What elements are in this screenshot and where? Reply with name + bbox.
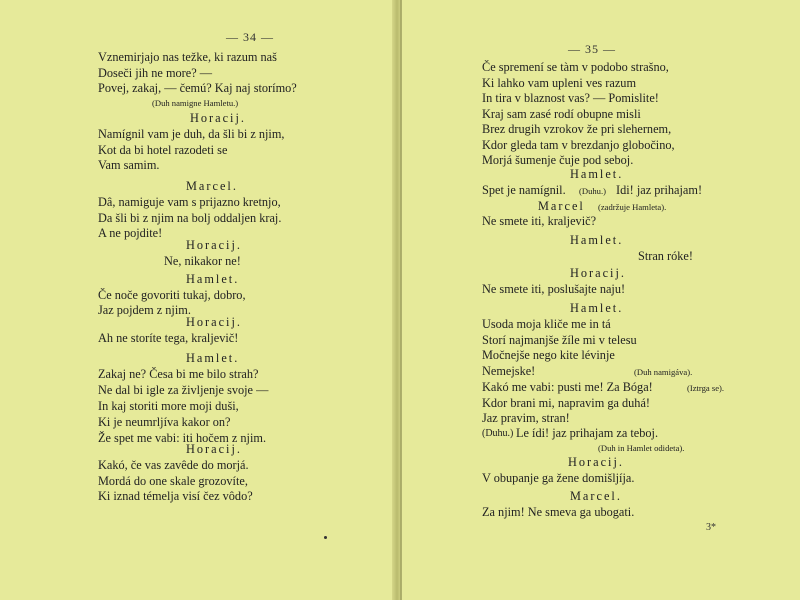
speaker-name: Hamlet. <box>186 272 240 286</box>
verse-line: Ah ne storíte tega, kraljevič! <box>98 331 239 345</box>
verse-line: Dâ, namiguje vam s prijazno kretnjo, <box>98 195 281 209</box>
verse-line: A ne pojdite! <box>98 226 163 240</box>
verse-line: Povej, zakaj, — čemú? Kaj naj storímo? <box>98 81 297 95</box>
page-number-left: — 34 — <box>226 30 274 44</box>
verse-line: In kaj storiti more moji duši, <box>98 399 239 413</box>
verse-line: Doseči jih ne more? — <box>98 66 213 80</box>
verse-line: Kdor gleda tam v brezdanjo globočino, <box>482 138 675 152</box>
speaker-name: Marcel <box>538 199 585 213</box>
verse-line: Ki je neumrljíva kakor on? <box>98 415 231 429</box>
verse-line: Nemejske! <box>482 364 536 378</box>
stage-direction: (Duh namigne Hamletu.) <box>152 98 239 108</box>
speaker-name: Horacij. <box>190 111 246 125</box>
verse-line: Ne smete iti, kraljevič? <box>482 214 597 228</box>
verse-line: Vznemirjajo nas težke, ki razum naš <box>98 50 277 64</box>
verse-line: In tira v blaznost vas? — Pomislite! <box>482 91 659 105</box>
speaker-name: Horacij. <box>568 455 624 469</box>
stage-direction: (zadržuje Hamleta). <box>598 202 667 212</box>
stage-direction: (Duhu.) <box>482 428 514 439</box>
verse-line: Če spremení se tàm v podobo strašno, <box>482 60 669 74</box>
right-page <box>402 0 800 600</box>
verse-line: Za njim! Ne smeva ga ubogati. <box>482 505 635 519</box>
verse-line: Spet je namígnil. <box>482 183 566 197</box>
verse-line: Ki iznad témelja visí čez vôdo? <box>98 489 253 503</box>
stage-direction: (Duh namigáva). <box>634 367 693 377</box>
verse-line: Močnejše nego kite lévinje <box>482 348 615 362</box>
verse-line: Le ídi! jaz prihajam za teboj. <box>516 426 659 440</box>
verse-line: Ne smete iti, poslušajte naju! <box>482 282 626 296</box>
speaker-name: Hamlet. <box>570 167 624 181</box>
stage-direction: (Iztrga se). <box>687 383 725 393</box>
speaker-name: Horacij. <box>186 315 242 329</box>
verse-line: Ki lahko vam upleni ves razum <box>482 76 637 90</box>
page-number-right: — 35 — <box>568 42 616 56</box>
verse-line: Kot da bi hotel razodeti se <box>98 143 228 157</box>
verse-line: Vam samim. <box>98 158 160 172</box>
verse-line: Mordá do one skale grozovíte, <box>98 474 248 488</box>
verse-line: Kdor brani mi, napravim ga duhá! <box>482 396 651 410</box>
verse-line: Da šli bi z njim na bolj oddaljen kraj. <box>98 211 282 225</box>
speaker-name: Horacij. <box>570 266 626 280</box>
speaker-name: Marcel. <box>570 489 622 503</box>
speaker-name: Hamlet. <box>186 351 240 365</box>
verse-line: Storí najmanjše žíle mi v telesu <box>482 333 637 347</box>
verse-line: Morjá šumenje čuje pod seboj. <box>482 153 634 167</box>
speaker-name: Hamlet. <box>570 233 624 247</box>
verse-line: V obupanje ga žene domišljíja. <box>482 471 635 485</box>
verse-line: Usoda moja kliče me in tá <box>482 317 611 331</box>
signature-mark: 3* <box>706 522 716 533</box>
verse-line: Že spet me vabi: iti hočem z njim. <box>98 431 267 445</box>
verse-line: Kakó, če vas zavêde do morjá. <box>98 458 249 472</box>
verse-line: Idi! jaz prihajam! <box>616 183 703 197</box>
verse-line: Kraj sam zasé rodí obupne misli <box>482 107 641 121</box>
verse-line: Jaz pojdem z njim. <box>98 303 191 317</box>
stage-direction: (Duhu.) <box>579 186 606 196</box>
speaker-name: Marcel. <box>186 179 238 193</box>
verse-line: Če noče govoriti tukaj, dobro, <box>98 288 246 302</box>
speaker-name: Hamlet. <box>570 301 624 315</box>
verse-line: Kakó me vabi: pusti me! Za Bóga! <box>482 380 653 394</box>
verse-line: Zakaj ne? Česa bi me bilo strah? <box>98 367 259 381</box>
verse-line: Brez drugih vzrokov že pri slehernem, <box>482 122 672 136</box>
ink-speck <box>324 536 327 539</box>
verse-line: Ne, nikakor ne! <box>164 254 241 268</box>
left-page <box>0 0 392 600</box>
stage-direction: (Duh in Hamlet odideta). <box>598 443 685 453</box>
verse-line: Stran róke! <box>638 249 693 263</box>
verse-line: Jaz pravim, stran! <box>482 411 570 425</box>
speaker-name: Horacij. <box>186 442 242 456</box>
speaker-name: Horacij. <box>186 238 242 252</box>
verse-line: Ne dal bi igle za življenje svoje — <box>98 383 269 397</box>
verse-line: Namígnil vam je duh, da šli bi z njim, <box>98 127 285 141</box>
